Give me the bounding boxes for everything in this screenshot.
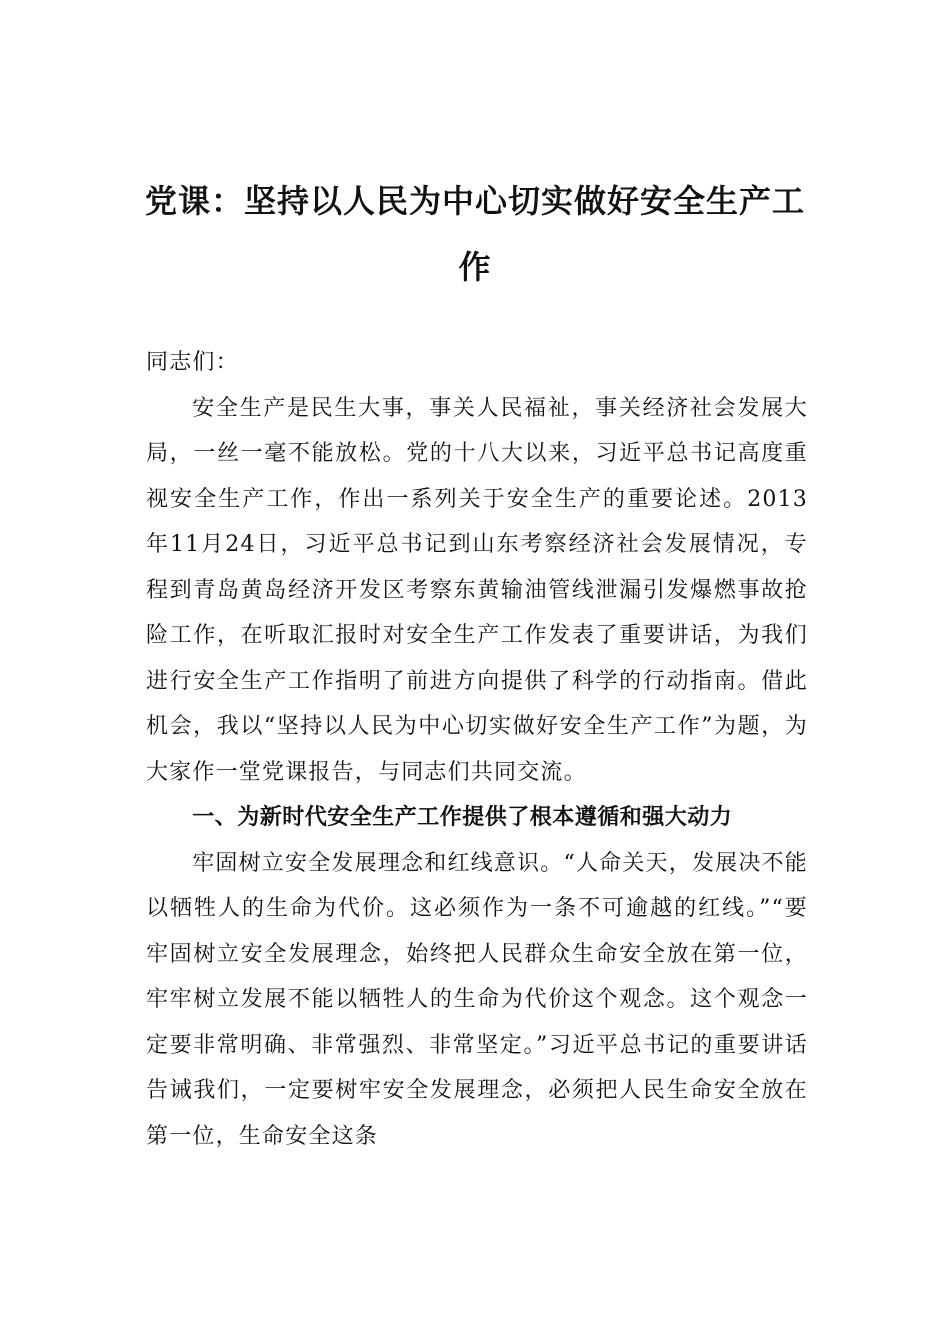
section-paragraph: 牢固树立安全发展理念和红线意识。“人命关天，发展决不能以牺牲人的生命为代价。这必须作为一条不可逾越的红线。”“要牢固树立安全发展理念，始终把人民群众生命安全放在第一位，牢牢树立发展不能以牺牲人的生命为代价这个观念。这个观念一定要非常明确、非常强烈、非常坚定。”习近平总书记的重要讲话告诫我们，一定要树牢安全发展理念，必须把人民生命安全放在第一位，生命安全这条 [146, 850, 808, 1149]
salutation: 同志们： [146, 350, 239, 375]
document-body [146, 340, 808, 1159]
section-heading: 一、为新时代安全生产工作提供了根本遵循和强大动力 [192, 805, 733, 830]
intro-paragraph: 安全生产是民生大事，事关人民福祉，事关经济社会发展大局，一丝一毫不能放松。党的十八大以来，习近平总书记高度重视安全生产工作，作出一系列关于安全生产的重要论述。2013年11月24日，习近平总书记到山东考察经济社会发展情况，专程到青岛黄岛经济开发区考察东黄输油管线泄漏引发爆燃事故抢险工作，在听取汇报时对安全生产工作发表了重要讲话，为我们进行安全生产工作指明了前进方向提供了科学的行动指南。借此机会，我以“坚持以人民为中心切实做好安全生产工作”为题，为大家作一堂党课报告，与同志们共同交流。 [146, 395, 808, 785]
document-title: 党课：坚持以人民为中心切实做好安全生产工作 [144, 182, 805, 286]
